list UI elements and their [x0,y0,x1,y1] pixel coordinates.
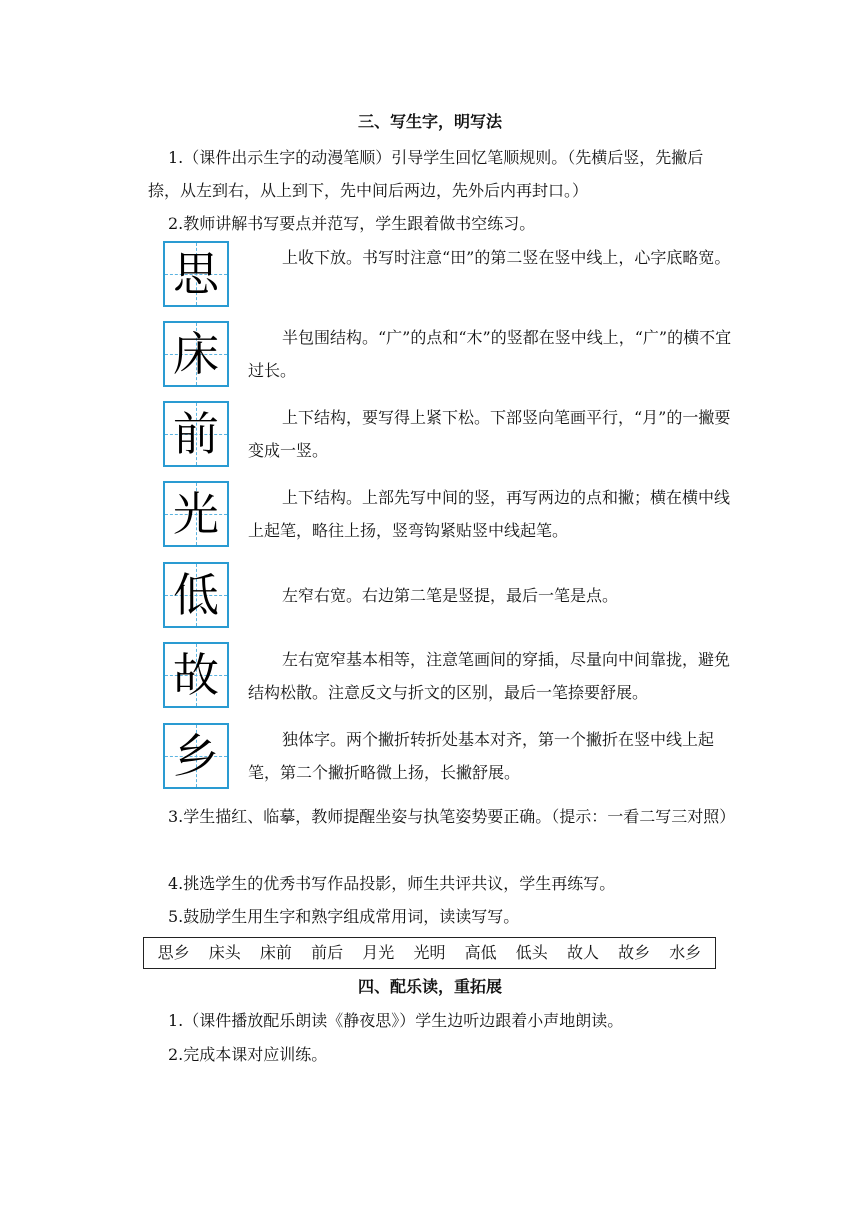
tianzige-grid [163,241,229,307]
tianzige-grid [163,481,229,547]
character-description: 上下结构。上部先写中间的竖，再写两边的点和撇；横在横中线上起笔，略往上扬，竖弯钩紧贴竖中线起笔。 [248,488,731,540]
char-row [163,321,733,389]
word-item: 月光 [362,943,395,962]
char-row [163,241,733,309]
word-item: 故乡 [618,943,651,962]
word-item: 床前 [259,943,292,962]
word-item: 床头 [208,943,241,962]
section-heading-3: 三、写生字，明写法 [357,112,502,131]
character-glyph: 乡 [173,729,219,783]
word-item: 低头 [515,943,548,962]
word-item: 水乡 [669,943,702,962]
char-row [163,562,733,630]
character-glyph: 思 [173,247,219,301]
char-row [163,723,733,791]
character-glyph: 低 [173,568,219,622]
paragraph-exercise: 2.完成本课对应训练。 [168,1045,328,1064]
tianzige-grid [163,642,229,708]
word-item: 光明 [413,943,446,962]
tianzige-grid [163,401,229,467]
paragraph-practice: 3.学生描红、临摹，教师提醒坐姿与执笔姿势要正确。（提示：一看二写三对照） [168,807,736,826]
character-description: 左窄右宽。右边第二笔是竖提，最后一笔是点。 [282,586,619,605]
character-description: 半包围结构。“广”的点和“木”的竖都在竖中线上，“广”的横不宜过长。 [248,328,732,380]
tianzige-grid [163,321,229,387]
word-item: 思乡 [157,943,190,962]
character-glyph: 故 [173,648,219,702]
char-row [163,481,733,549]
character-description: 独体字。两个撇折转折处基本对齐，第一个撇折在竖中线上起笔，第二个撇折略微上扬，长撇舒展。 [248,730,715,782]
word-item: 前后 [311,943,344,962]
character-glyph: 床 [173,327,219,381]
char-row [163,642,733,710]
section-heading-4: 四、配乐读，重拓展 [357,977,502,996]
character-glyph: 前 [173,407,219,461]
tianzige-grid [163,723,229,789]
character-description: 上收下放。书写时注意“田”的第二竖在竖中线上，心字底略宽。 [282,248,731,267]
word-item: 高低 [464,943,497,962]
word-item: 故人 [566,943,599,962]
character-description: 上下结构，要写得上紧下松。下部竖向笔画平行，“月”的一撇要变成一竖。 [248,408,731,460]
word-list-box [143,937,716,969]
paragraph-music-reading: 1.（课件播放配乐朗读《静夜思》）学生边听边跟着小声地朗读。 [168,1011,624,1030]
character-glyph: 光 [173,487,219,541]
paragraph-stroke-order: 1.（课件出示生字的动漫笔顺）引导学生回忆笔顺规则。（先横后竖，先撇后捺，从左到右，从上到下，先中间后两边，先外后内再封口。） [148,148,704,200]
paragraph-showcase: 4.挑选学生的优秀书写作品投影，师生共评共议，学生再练写。 [168,874,616,893]
character-description: 左右宽窄基本相等，注意笔画间的穿插，尽量向中间靠拢，避免结构松散。注意反文与折文的区别，最后一笔捺要舒展。 [248,650,731,702]
paragraph-teacher-demo: 2.教师讲解书写要点并范写，学生跟着做书空练习。 [168,214,536,233]
paragraph-word-building: 5.鼓励学生用生字和熟字组成常用词，读读写写。 [168,907,520,926]
tianzige-grid [163,562,229,628]
char-row [163,401,733,469]
